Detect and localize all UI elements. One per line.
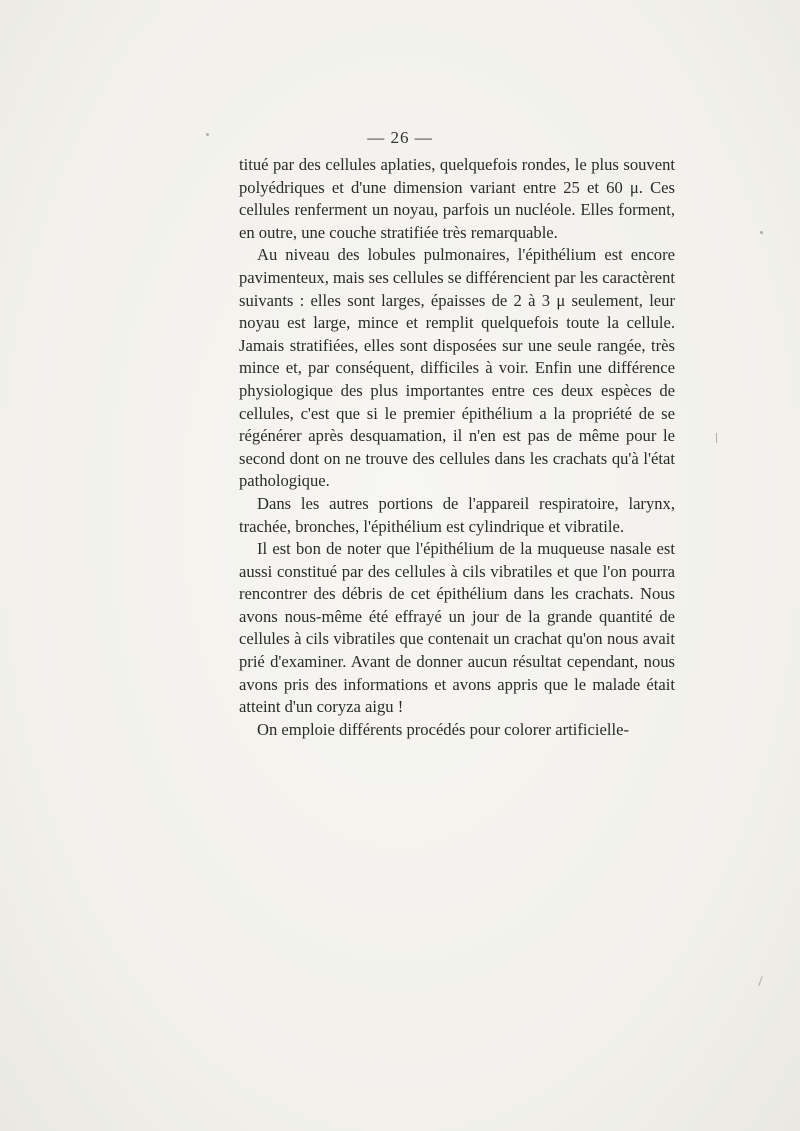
page-number: — 26 —	[367, 128, 433, 147]
scan-speck	[758, 976, 762, 986]
paragraph: Au niveau des lobules pulmonaires, l'épithélium est encore pavimenteux, mais ses cellules se différencient par les caractèrent suivants : elles sont larges, épaisses de 2 à 3 μ seulement, leur noyau est large, mince et remplit quelquefois toute la cellule. Jamais stratifiées, elles sont disposées sur une seule rangée, très mince et, par conséquent, difficiles à voir. Enfin une différence physiologique des plus importantes entre ces deux espèces de cellules, c'est que si le premier épithélium a la propriété de se régénérer après desquamation, il n'en est pas de même pour le second dont on ne trouve des cellules dans les crachats qu'à l'état pathologique.	[239, 245, 676, 491]
scan-speck	[760, 231, 763, 234]
paragraph: titué par des cellules aplaties, quelquefois rondes, le plus souvent polyédriques et d'une dimension variant entre 25 et 60 μ. Ces cellules renferment un noyau, parfois un nucléole. Elles forment, en outre, une couche stratifiée très remarquable.	[239, 155, 675, 242]
paragraph: Il est bon de noter que l'épithélium de la muqueuse nasale est aussi constitué par des cellules à cils vibratiles et que l'on pourra rencontrer des débris de cet épithélium dans les crachats. Nous avons nous-même été effrayé un jour de la grande quantité de cellules à cils vibratiles que contenait un crachat qu'on nous avait prié d'examiner. Avant de donner aucun résultat cependant, nous avons pris des informations et avons appris que le malade était atteint d'un coryza aigu !	[239, 539, 675, 717]
paragraph: Dans les autres portions de l'appareil respiratoire, larynx, trachée, bronches, l'épithélium est cylindrique et vibratile.	[239, 493, 675, 536]
body-text	[239, 154, 675, 741]
scan-speck	[716, 433, 717, 443]
paragraph: On emploie différents procédés pour colorer artificielle-	[257, 719, 629, 739]
